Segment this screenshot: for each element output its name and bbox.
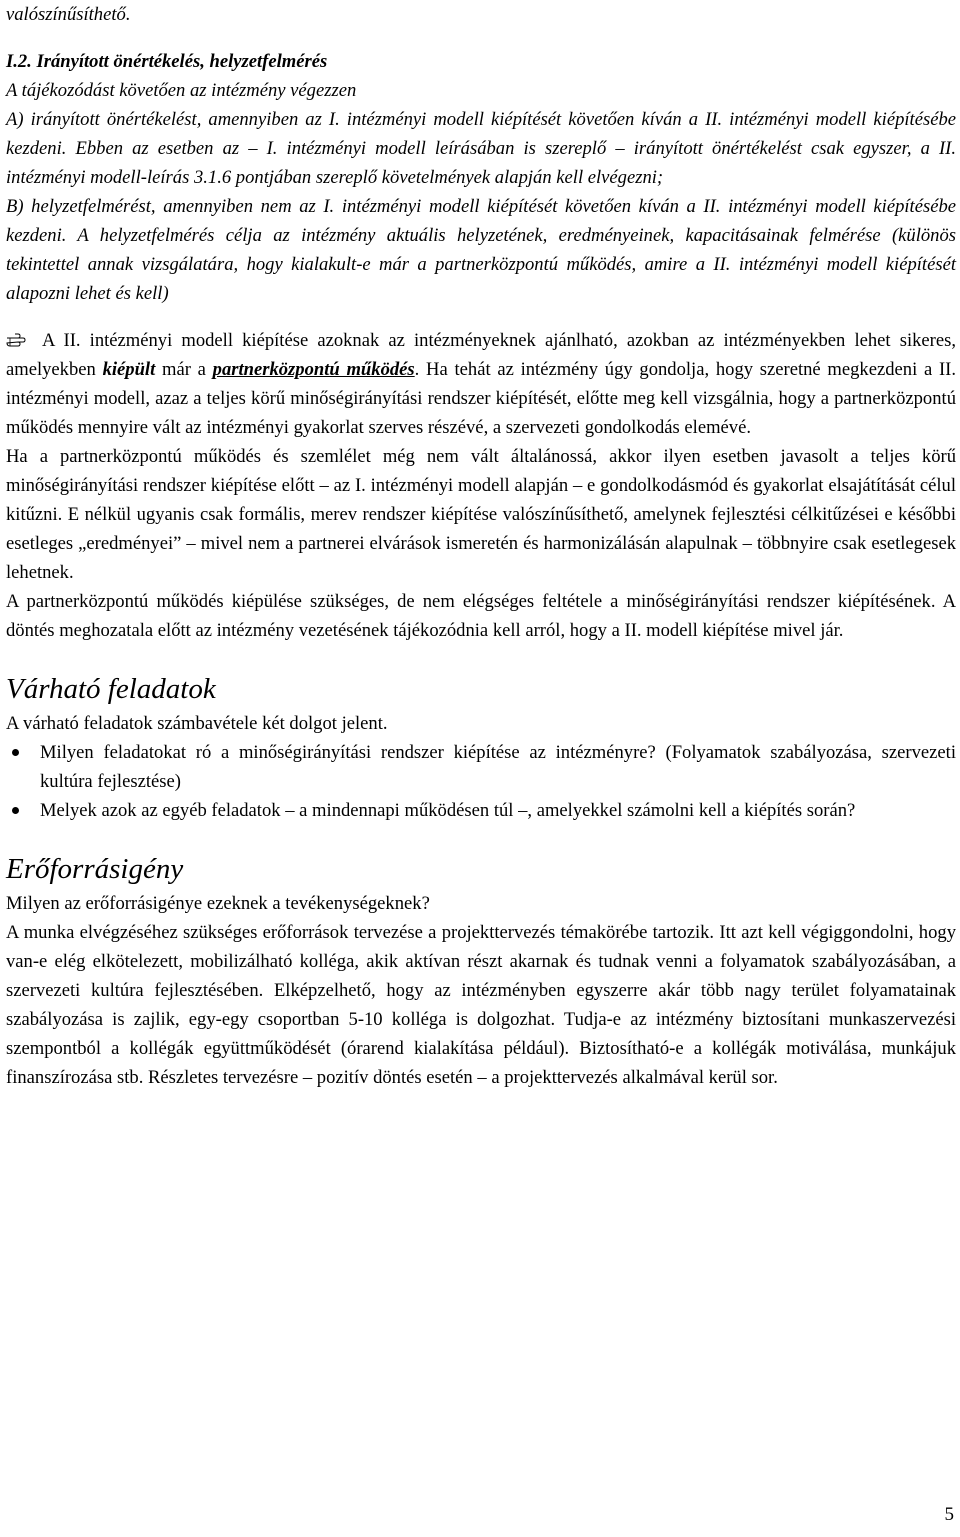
bullet-icon	[12, 807, 19, 814]
top-fragment: valószínűsíthető.	[6, 4, 131, 25]
heading-varhato-feladatok: Várható feladatok	[6, 673, 216, 705]
spacer	[6, 29, 956, 47]
spacer	[6, 825, 956, 849]
note-text-2: már a	[155, 359, 213, 380]
varhato-bullet-list	[6, 738, 956, 825]
list-item	[6, 738, 956, 796]
spacer	[6, 308, 956, 326]
eroforras-body: A munka elvégzéséhez szükséges erőforrások tervezése a projekttervezés témakörébe tartozik. Itt azt kell végiggondolni, hogy van-e elég elkötelezett, mobilizálható kolléga, akik aktívan részt akarnak és tudnak venni a folyamatok szabályozásában, a szervezeti kultúra fejlesztésében. Elképzelhető, hogy az intézményben egyszerre akár több nagy terület folyamatainak szabályozása is zajlik, egy-egy csoportban 5-10 kolléga is dolgozhat. Tudja-e az intézmény biztosítani munkaszervezési szempontból a kollégák együttműködését (órarend kialakítása például). Biztosítható-e a kollégák motiválása, munkájuk finanszírozása stb. Részletes tervezésre – pozitív döntés esetén – a projekttervezés alkalmával kerül sor.	[6, 922, 956, 1088]
list-item-text: Milyen feladatokat ró a minőségirányítási rendszer kiépítése az intézményre? (Folyamatok szabályozása, szervezeti kultúra fejlesztése)	[40, 742, 956, 792]
varhato-intro: A várható feladatok számbavétele két dolgot jelent.	[6, 713, 388, 734]
heading-eroforrasigeny: Erőforrásigény	[6, 853, 184, 885]
note-emphasis-kiepult: kiépült	[102, 359, 156, 380]
section-item-a: A) irányított önértékelést, amennyiben az I. intézményi modell kiépítését követően kíván a II. intézményi modell kiépítésébe kezdeni. Ebben az esetben az – I. intézményi modell leírásában is szereplő – irányított önértékelést csak egyszer, a II. intézményi modell-leírás 3.1.6 pontjában szereplő követelmények alapján kell elvégezni;	[6, 109, 956, 188]
list-item-text: Melyek azok az egyéb feladatok – a mindennapi működésen túl –, amelyekkel számolni kell a kiépítés során?	[40, 800, 856, 821]
section-heading: I.2. Irányított önértékelés, helyzetfelmérés	[6, 51, 328, 72]
spacer	[6, 645, 956, 669]
list-item	[6, 796, 956, 825]
section-item-b: B) helyzetfelmérést, amennyiben nem az I. intézményi modell kiépítését követően kíván a II. intézményi modell kiépítésébe kezdeni. A helyzetfelmérés célja az intézmény aktuális helyzetének, eredményeinek, kapacitásainak felmérése (különös tekintettel annak vizsgálatára, hogy kialakult-e már a partnerközpontú működés, amire a II. intézményi modell kiépítését alapozni lehet és kell)	[6, 196, 956, 304]
eroforras-question: Milyen az erőforrásigénye ezeknek a tevékenységeknek?	[6, 893, 430, 914]
paragraph-partner-2: A partnerközpontú működés kiépülése szükséges, de nem elégséges feltétele a minőségirányítási rendszer kiépítésének. A döntés meghozatala előtt az intézmény vezetésének tájékozódnia kell arról, hogy a II. modell kiépítése mivel jár.	[6, 591, 956, 641]
note-paragraph	[6, 326, 956, 442]
paragraph-partner-1: Ha a partnerközpontú működés és szemlélet még nem vált általánossá, akkor ilyen esetben javasolt a teljes körű minőségirányítási rendszer kiépítése előtt – az I. intézményi modell alapján – e gondolkodásmód és gyakorlat elsajátítását célul kitűzni. E nélkül ugyanis csak formális, merev rendszer kiépítése valószínűsíthető, amelynek fejlesztési célkitűzései e későbbi esetleges „eredményei” – mivel nem a partnerei elvárások ismeretén és harmonizálásán alapulnak – többnyire csak esetlegesek lehetnek.	[6, 446, 956, 583]
section-lead: A tájékozódást követően az intézmény végezzen	[6, 80, 357, 101]
note-text-1: A II. intézményi modell kiépítése azoknak az intézményeknek ajánlható, azokban az intézményekben lehet sikeres, amelyekben	[6, 330, 956, 380]
pointing-hand-icon	[6, 327, 28, 341]
document-page	[6, 0, 956, 1092]
note-text-3: . Ha tehát az intézmény úgy gondolja, hogy szeretné megkezdeni a II. intézményi modell, azaz a teljes körű minőségirányítási rendszer kiépítését, előtte meg kell vizsgálnia, hogy a partnerközpontú működés mennyire vált az intézményi gyakorlat szerves részévé, a szervezeti gondolkodás elemévé.	[6, 359, 957, 438]
page-number: 5	[944, 1504, 954, 1525]
bullet-icon	[12, 749, 19, 756]
note-emphasis-partnerkozpontu: partnerközpontú működés	[212, 359, 415, 380]
